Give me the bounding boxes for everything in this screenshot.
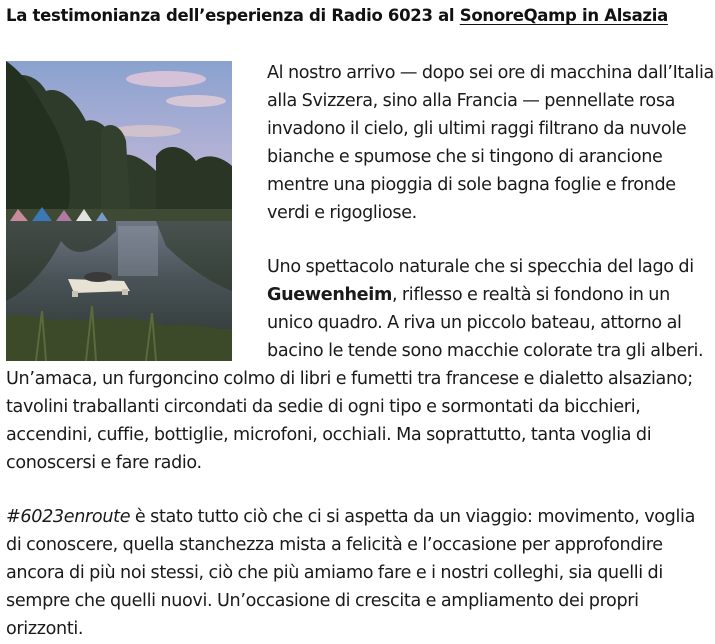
lake-campsite-photo: [6, 61, 232, 361]
paragraph-conclusion: [6, 503, 715, 643]
headline-text: La testimonianza dell’esperienza di Radio 6023 al: [6, 6, 460, 25]
paragraph-landscape-start: Uno spettacolo naturale che si specchia del lago di: [267, 257, 694, 277]
sonoreqamp-link[interactable]: SonoreQamp in Alsazia: [459, 6, 668, 25]
article-headline: [6, 0, 715, 26]
paragraph-landscape-end: , riflesso e realtà si fondono in un unico quadro. A riva un piccolo bateau, attorno al bacino le tende sono macchie colorate tra gli alberi. Un’amaca, un furgoncino colmo di libri e fumetti tra francese e dialetto alsaziano; tavolini traballanti circondati da sedie di ogni tipo e sormontati da bicchieri, accendini, cuffie, bottiglie, microfoni, occhiali. Ma soprattutto, tanta voglia di conoscersi e fare radio.: [6, 285, 704, 473]
location-guewenheim: Guewenheim: [267, 285, 392, 305]
paragraph-arrival: Al nostro arrivo — dopo sei ore di macchina dall’Italia alla Svizzera, sino alla Francia — pennellate rosa invadono il cielo, gli ultimi raggi filtrano da nuvole bianche e spumose che si tingono di arancione mentre una pioggia di sole bagna foglie e fronde verdi e rigogliose.: [267, 63, 714, 223]
paragraph-conclusion-text: è stato tutto ciò che ci si aspetta da un viaggio: movimento, voglia di conoscere, quella stanchezza mista a felicità e l’occasione per approfondire ancora di più noi stessi, ciò che più amiamo fare e i nostri colleghi, sia quelli di sempre che quelli nuovi. Un’occasione di crescita e ampliamento dei propri orizzonti.: [6, 507, 695, 639]
article-body: [6, 26, 715, 643]
hashtag-6023enroute: #6023enroute: [6, 507, 131, 527]
